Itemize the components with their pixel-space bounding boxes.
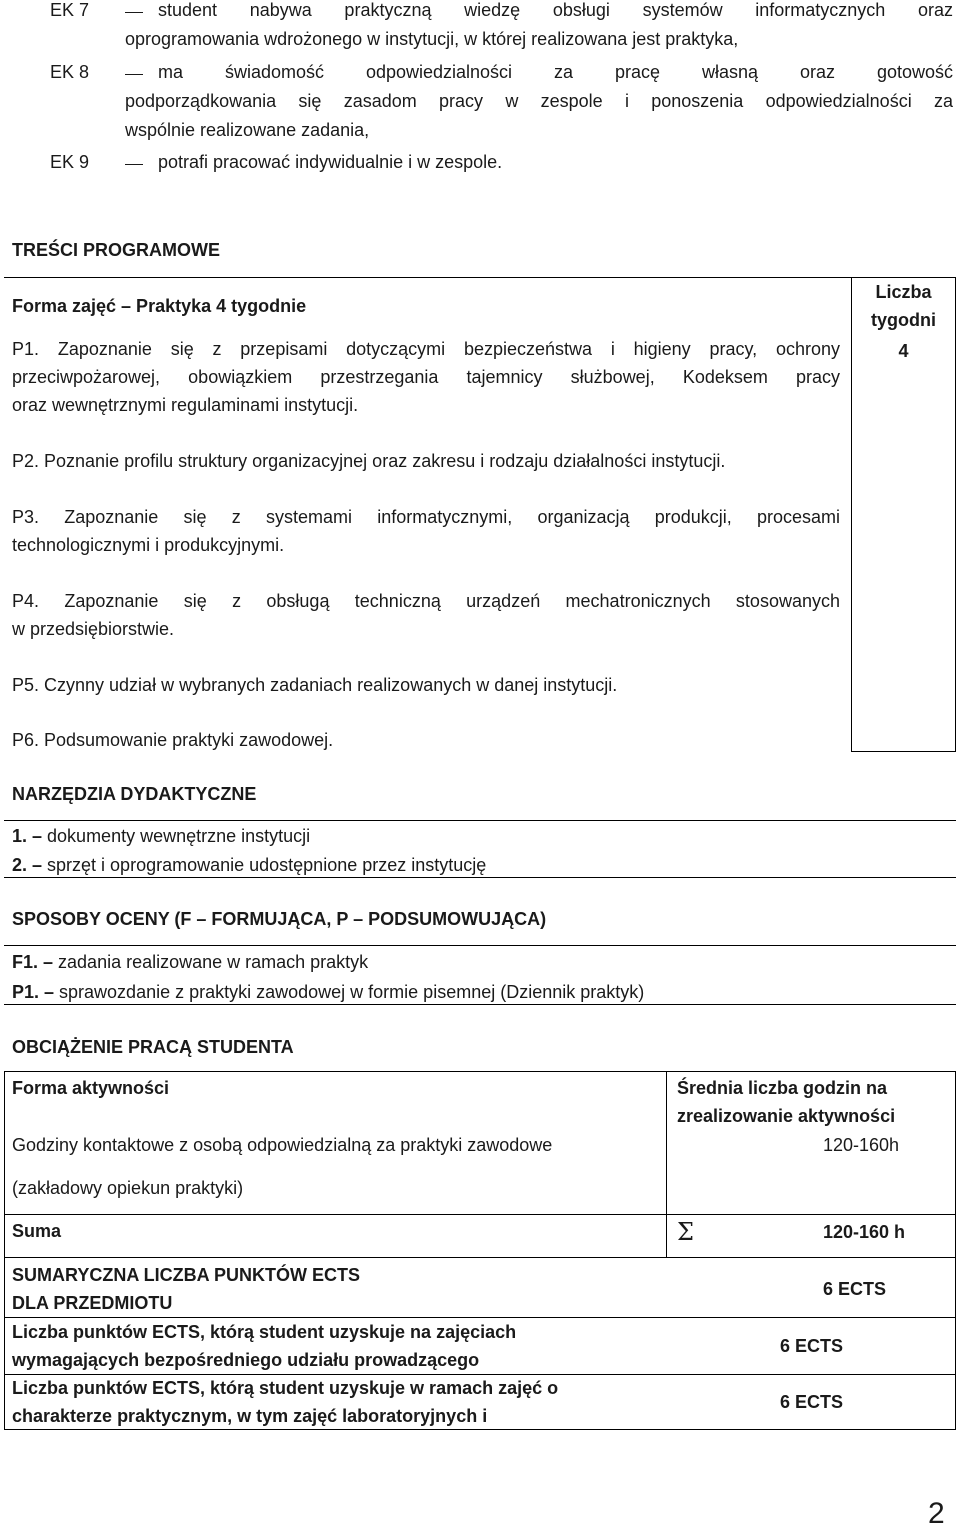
ects-label: SUMARYCZNA LICZBA PUNKTÓW ECTS (12, 1265, 360, 1285)
effect-line: ma świadomość odpowiedzialności za pracę własną oraz gotowość (158, 62, 953, 82)
assessment-item-text: zadania realizowane w ramach praktyk (53, 952, 369, 972)
table-border (955, 1071, 956, 1429)
sum-label: Suma (12, 1221, 62, 1241)
assessment-bottom-border (4, 1004, 956, 1005)
table-border (666, 1071, 667, 1258)
ects-label: Liczba punktów ECTS, którą student uzyskuje w ramach zajęć o (12, 1378, 559, 1398)
assessment-item-num: F1. – (12, 952, 54, 972)
assessment-item-num: P1. – (12, 982, 55, 1002)
effect-line: oprogramowania wdrożonego w instytucji, w której realizowana jest praktyka, (125, 29, 739, 49)
table-border (4, 1214, 956, 1215)
effect-code: EK 8 (50, 62, 90, 82)
tools-item-num: 1. – (12, 826, 43, 846)
sigma-symbol: Σ (677, 1218, 694, 1246)
form-label: Forma zajęć – Praktyka 4 tygodnie (12, 296, 307, 316)
program-item-line: P5. Czynny udział w wybranych zadaniach realizowanych w danej instytucji. (12, 675, 618, 695)
program-item-line: w przedsiębiorstwie. (12, 619, 175, 639)
table-border (4, 1071, 5, 1429)
workload-col-header: zrealizowanie aktywności (677, 1106, 896, 1126)
table-right-border (955, 277, 956, 752)
program-item-line: P3. Zapoznanie się z systemami informatycznymi, organizacją produkcji, procesami (12, 507, 840, 527)
tools-item (12, 855, 486, 876)
dash (125, 12, 143, 13)
hours-header: tygodni (871, 310, 936, 330)
assessment-top-border (4, 945, 956, 946)
workload-row-label: Godziny kontaktowe z osobą odpowiedzialną za praktyki zawodowe (12, 1135, 553, 1155)
program-item-line: przeciwpożarowej, obowiązkiem przestrzegania tajemnicy służbowej, Kodeksem pracy (12, 367, 840, 387)
effect-line: potrafi pracować indywidualnie i w zespole. (158, 152, 503, 172)
workload-row-value: 120-160h (823, 1135, 900, 1155)
tools-item-text: dokumenty wewnętrzne instytucji (42, 826, 311, 846)
section-title-workload: OBCIĄŻENIE PRACĄ STUDENTA (12, 1037, 294, 1057)
program-item-line: technologicznymi i produkcyjnymi. (12, 535, 285, 555)
assessment-item (12, 952, 368, 973)
table-top-border (4, 277, 956, 278)
sum-value: 120-160 h (823, 1222, 906, 1242)
ects-value: 6 ECTS (780, 1336, 844, 1356)
effect-line: podporządkowania się zasadom pracy w zespole i ponoszenia odpowiedzialności za (125, 91, 953, 111)
ects-label: charakterze praktycznym, w tym zajęć laboratoryjnych i (12, 1406, 488, 1426)
workload-col-header: Średnia liczba godzin na (677, 1078, 888, 1098)
effect-code: EK 7 (50, 0, 90, 20)
dash (125, 74, 143, 75)
table-border (4, 1374, 956, 1375)
tools-item-num: 2. – (12, 855, 43, 875)
ects-value: 6 ECTS (780, 1392, 844, 1412)
workload-row-label: (zakładowy opiekun praktyki) (12, 1178, 244, 1198)
table-bottom-border (851, 751, 956, 752)
ects-label: DLA PRZEDMIOTU (12, 1293, 173, 1313)
page-number: 2 (928, 1497, 945, 1530)
effect-line: student nabywa praktyczną wiedzę obsługi systemów informatycznych oraz (158, 0, 953, 20)
program-item-line: P2. Poznanie profilu struktury organizacyjnej oraz zakresu i rodzaju działalności instytucji. (12, 451, 726, 471)
program-item-line: oraz wewnętrznymi regulaminami instytucji. (12, 395, 359, 415)
assessment-item (12, 982, 644, 1003)
tools-item (12, 826, 310, 847)
table-border (4, 1257, 956, 1258)
program-item-line: P6. Podsumowanie praktyki zawodowej. (12, 730, 334, 750)
assessment-item-text: sprawozdanie z praktyki zawodowej w formie pisemnej (Dziennik praktyk) (54, 982, 645, 1002)
section-title-assessment: SPOSOBY OCENY (F – FORMUJĄCA, P – PODSUMOWUJĄCA) (12, 909, 547, 929)
tools-top-border (4, 820, 956, 821)
tools-bottom-border (4, 877, 956, 878)
table-border (4, 1071, 956, 1072)
workload-col-header: Forma aktywności (12, 1078, 170, 1098)
ects-label: wymagających bezpośredniego udziału prowadzącego (12, 1350, 480, 1370)
section-title-tools: NARZĘDZIA DYDAKTYCZNE (12, 784, 257, 804)
dash (125, 164, 143, 165)
program-item-line: P1. Zapoznanie się z przepisami dotyczącymi bezpieczeństwa i higieny pracy, ochrony (12, 339, 840, 359)
hours-header: Liczba (875, 282, 932, 302)
tools-item-text: sprzęt i oprogramowanie udostępnione przez instytucję (42, 855, 487, 875)
hours-value: 4 (898, 341, 909, 361)
effect-line: wspólnie realizowane zadania, (125, 120, 370, 140)
ects-label: Liczba punktów ECTS, którą student uzyskuje na zajęciach (12, 1322, 517, 1342)
table-border (4, 1317, 956, 1318)
program-item-line: P4. Zapoznanie się z obsługą techniczną urządzeń mechatronicznych stosowanych (12, 591, 840, 611)
table-border (4, 1429, 956, 1430)
effect-code: EK 9 (50, 152, 90, 172)
section-title-program: TREŚCI PROGRAMOWE (12, 240, 221, 260)
ects-value: 6 ECTS (823, 1279, 887, 1299)
